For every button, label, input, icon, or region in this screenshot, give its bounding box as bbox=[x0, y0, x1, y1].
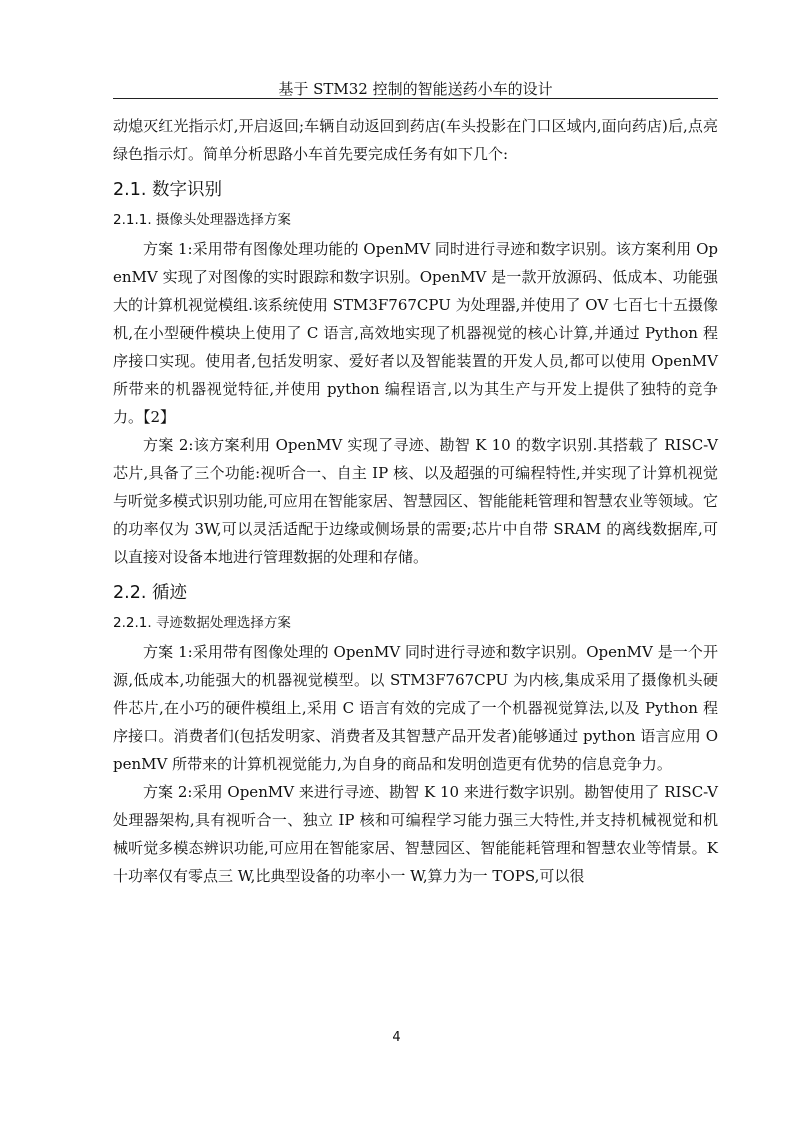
subsection-heading-2-1-1: 2.1.1. 摄像头处理器选择方案 bbox=[113, 212, 291, 228]
section-heading-2-2: 2.2. 循迹 bbox=[113, 583, 187, 603]
running-header: 基于 STM32 控制的智能送药小车的设计 bbox=[278, 80, 553, 98]
paragraph-2-2-1-plan1: 方案 1:采用带有图像处理的 OpenMV 同时进行寻迹和数字识别。OpenMV 是一个开源,低成本,功能强大的机器视觉模型。以 STM3F767CPU 为内核,集成采用了摄像机头硬件芯片,在小巧的硬件模组上,采用 C 语言有效的完成了一个机器视觉算法,以及 Python 程序接口。消费者们(包括发明家、消费者及其智慧产品开发者)能够通过 python 语言应用 OpenMV 所带来的计算机视觉能力,为自身的商品和发明创造更有优势的信息竞争力。 bbox=[113, 643, 718, 773]
paragraph-2-1-1-plan1: 方案 1:采用带有图像处理功能的 OpenMV 同时进行寻迹和数字识别。该方案利用 OpenMV 实现了对图像的实时跟踪和数字识别。OpenMV 是一款开放源码、低成本、功能强大的计算机视觉模组.该系统使用 STM3F767CPU 为处理器,并使用了 OV 七百七十五摄像机,在小型硬件模块上使用了 C 语言,高效地实现了机器视觉的核心计算,并通过 Python 程序接口实现。使用者,包括发明家、爱好者以及智能装置的开发人员,都可以使用 OpenMV 所带来的机器视觉特征,并使用 python 编程语言,以为其生产与开发上提供了独特的竞争力。【2】 bbox=[113, 240, 718, 426]
paragraph-2-1-1-plan2: 方案 2:该方案利用 OpenMV 实现了寻迹、勘智 K 10 的数字识别.其搭载了 RISC-V 芯片,具备了三个功能:视听合一、自主 IP 核、以及超强的可编程特性,并实现了计算机视觉与听觉多模式识别功能,可应用在智能家居、智慧园区、智能能耗管理和智慧农业等领域。它的功率仅为 3W,可以灵活适配于边缘或侧场景的需要;芯片中自带 SRAM 的离线数据库,可以直接对设备本地进行管理数据的处理和存储。 bbox=[113, 436, 718, 566]
section-heading-2-1: 2.1. 数字识别 bbox=[113, 180, 222, 200]
subsection-heading-2-2-1: 2.2.1. 寻迹数据处理选择方案 bbox=[113, 615, 291, 631]
intro-paragraph: 动熄灭红光指示灯,开启返回;车辆自动返回到药店(车头投影在门口区域内,面向药店)后,点亮绿色指示灯。简单分析思路小车首先要完成任务有如下几个: bbox=[113, 117, 718, 163]
page-content bbox=[113, 112, 718, 890]
header-rule bbox=[113, 98, 718, 99]
page-number: 4 bbox=[392, 1030, 401, 1045]
paragraph-2-2-1-plan2: 方案 2:采用 OpenMV 来进行寻迹、勘智 K 10 来进行数字识别。勘智使用了 RISC-V 处理器架构,具有视听合一、独立 IP 核和可编程学习能力强三大特性,并支持机械视觉和机械听觉多模态辨识功能,可应用在智能家居、智慧园区、智能能耗管理和智慧农业等情景。K 十功率仅有零点三 W,比典型设备的功率小一 W,算力为一 TOPS,可以很 bbox=[113, 783, 718, 885]
